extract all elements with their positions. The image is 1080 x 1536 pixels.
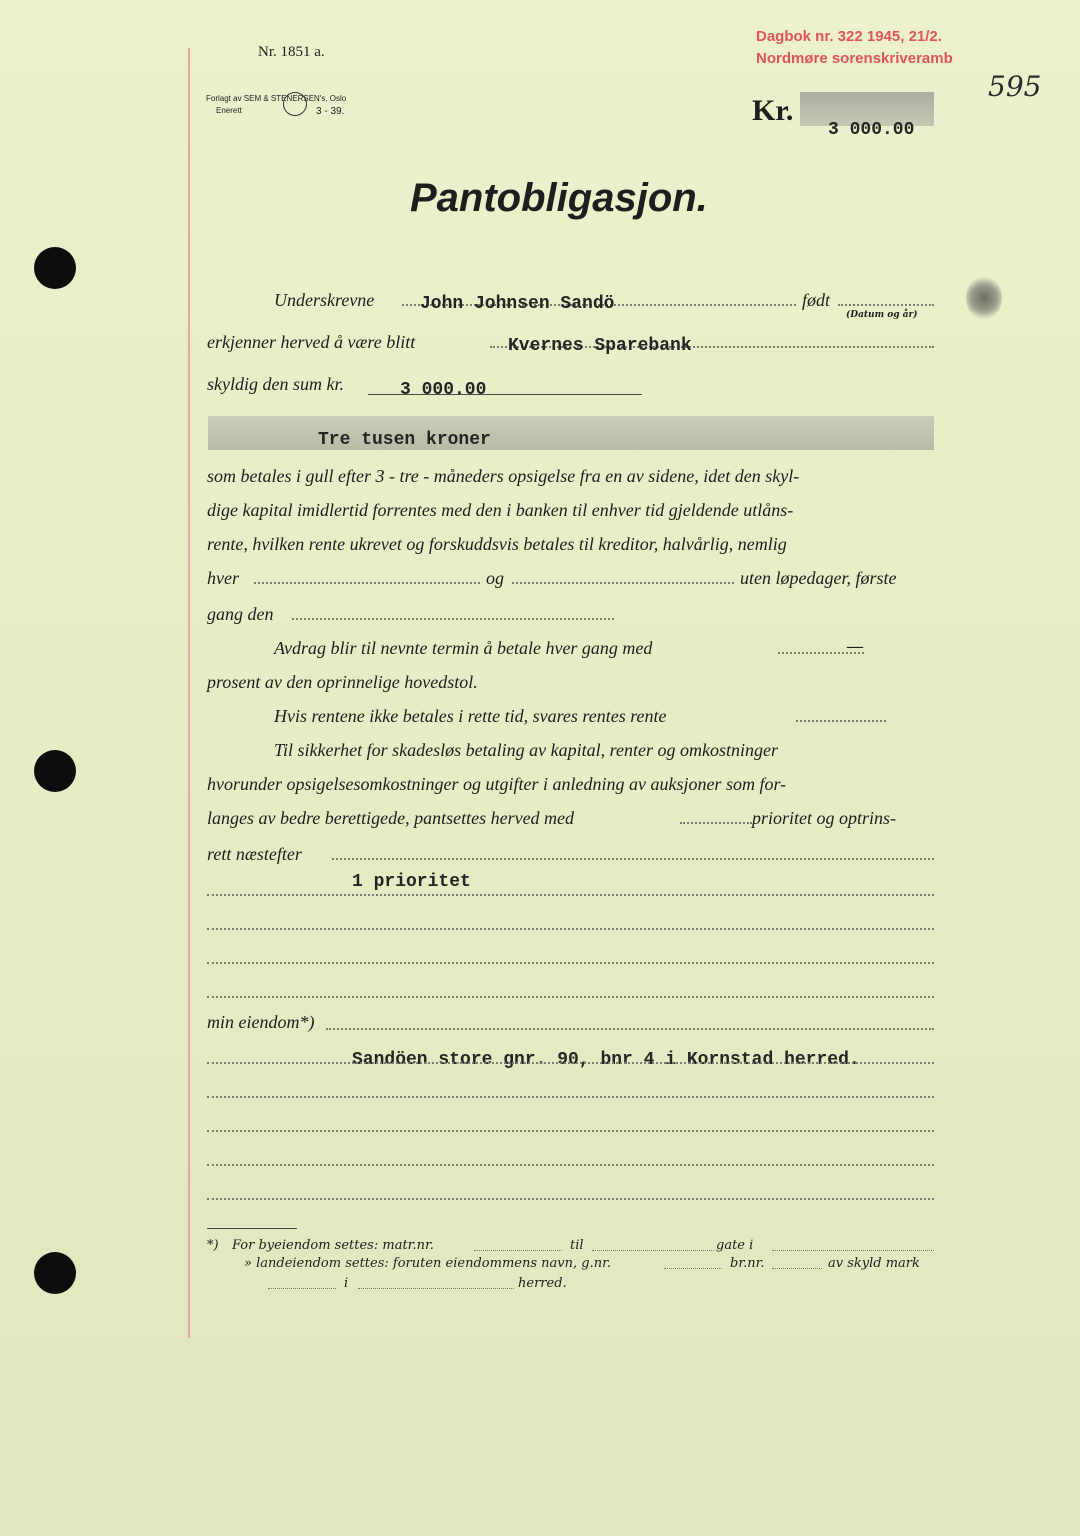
body-line-4-hver: hver — [207, 568, 239, 588]
footnote-line-2c: av skyld mark — [828, 1256, 920, 1271]
property-line-4 — [207, 1130, 934, 1132]
installment-dash: — — [846, 636, 864, 657]
property-line-5 — [207, 1164, 934, 1166]
owing-label: skyldig den sum kr. — [207, 374, 344, 394]
punch-hole-bottom — [34, 1252, 76, 1294]
footnote-line-3a: i — [344, 1276, 349, 1291]
acknowledge-label: erkjenner herved å være blitt — [207, 332, 416, 352]
body-line-10: hvorunder opsigelsesomkostninger og utgifter i anledning av auksjoner som for- — [207, 774, 787, 794]
prior-rights-line-5 — [207, 996, 934, 998]
body-line-5: gang den — [207, 604, 274, 624]
creditor-value: Kvernes Sparebank — [508, 336, 692, 356]
document-title: Pantobligasjon. — [410, 176, 708, 220]
body-line-3: rente, hvilken rente ukrevet og forskuddsvis betales til kreditor, halvårlig, nemlig — [207, 534, 787, 554]
body-line-4-og: og — [486, 568, 504, 588]
born-hint: (Datum og år) — [846, 310, 918, 320]
registry-stamp-line1: Dagbok nr. 322 1945, 21/2. — [756, 28, 942, 45]
sum-value: 3 000.00 — [400, 380, 487, 400]
body-line-7: prosent av den oprinnelige hovedstol. — [207, 672, 478, 692]
publisher-logo-icon — [283, 92, 307, 116]
margin-rule — [188, 48, 190, 1338]
born-label: født — [802, 290, 831, 310]
footnote-line-1c: gate i — [716, 1238, 754, 1253]
undersigned-label: Underskrevne — [274, 290, 375, 310]
priority-blank-line — [680, 822, 752, 824]
footnote-separator — [207, 1228, 297, 1229]
property-label: min eiendom*) — [207, 1012, 315, 1032]
prior-rights-line-3 — [207, 928, 934, 930]
body-line-4-end: uten løpedager, første — [740, 568, 897, 588]
property-line-3 — [207, 1096, 934, 1098]
body-line-8: Hvis rentene ikke betales i rette tid, svares rentes rente — [274, 706, 667, 726]
registry-stamp-line2: Nordmøre sorenskriveramb — [756, 50, 953, 67]
compound-interest-line — [796, 720, 886, 722]
body-line-9: Til sikkerhet for skadesløs betaling av kapital, renter og omkostninger — [274, 740, 778, 760]
folio-number: 595 — [988, 70, 1042, 103]
footnote-line-2a: » landeiendom settes: foruten eiendommens navn, g.nr. — [244, 1256, 611, 1271]
priority-value: 1 prioritet — [352, 872, 471, 892]
body-line-2: dige kapital imidlertid forrentes med den i banken til enhver tid gjeldende utlåns- — [207, 500, 794, 520]
punch-hole-top — [34, 247, 76, 289]
publisher-date: 3 - 39. — [316, 106, 345, 117]
body-line-11b: prioritet og optrins- — [752, 808, 897, 828]
footnote-mark-line — [268, 1288, 336, 1289]
footnote-til-line — [592, 1250, 714, 1251]
footnote-mark: *) — [207, 1238, 219, 1253]
prior-rights-line-2 — [207, 894, 934, 896]
property-line-2 — [207, 1062, 934, 1064]
first-date-line — [292, 618, 614, 620]
interest-date-line-2 — [512, 582, 734, 584]
sum-words-box — [208, 416, 934, 450]
interest-date-line-1 — [254, 582, 480, 584]
footnote-brnr-line — [772, 1268, 822, 1269]
footnote-line-2b: br.nr. — [730, 1256, 765, 1271]
footnote-line-1a: For byeiendom settes: matr.nr. — [232, 1238, 434, 1253]
property-line-6 — [207, 1198, 934, 1200]
sum-words-value: Tre tusen kroner — [318, 430, 491, 450]
property-value: Sandöen store gnr. 90, bnr 4 i Kornstad herred. — [352, 1050, 860, 1070]
publisher-line: Forlagt av SEM & STENERSEN's, Oslo — [206, 94, 347, 103]
footnote-gate-line — [772, 1250, 934, 1251]
form-number: Nr. 1851 a. — [258, 44, 325, 60]
kr-amount-value: 3 000.00 — [828, 120, 915, 140]
body-line-11a: langes av bedre berettigede, pantsettes herved med — [207, 808, 575, 828]
footnote-line-3b: herred. — [518, 1276, 567, 1291]
body-line-1: som betales i gull efter 3 - tre - måneders opsigelse fra en av sidene, idet den skyl- — [207, 466, 800, 486]
footnote-gnr-line — [664, 1268, 722, 1269]
footnote-herred-line — [358, 1288, 514, 1289]
punch-hole-middle — [34, 750, 76, 792]
body-line-6: Avdrag blir til nevnte termin å betale hver gang med — [274, 638, 653, 658]
prior-rights-line-4 — [207, 962, 934, 964]
property-line-1 — [326, 1028, 934, 1030]
body-line-12: rett næstefter — [207, 844, 302, 864]
undersigned-value: John Johnsen Sandö — [420, 294, 615, 314]
publisher-enerett: Enerett — [216, 106, 242, 115]
prior-rights-line-1 — [332, 858, 934, 860]
born-line — [838, 304, 934, 306]
kr-label: Kr. — [752, 94, 794, 127]
footnote-line-1b: til — [570, 1238, 584, 1253]
ink-smudge — [966, 276, 1002, 320]
footnote-matr-line — [474, 1250, 562, 1251]
